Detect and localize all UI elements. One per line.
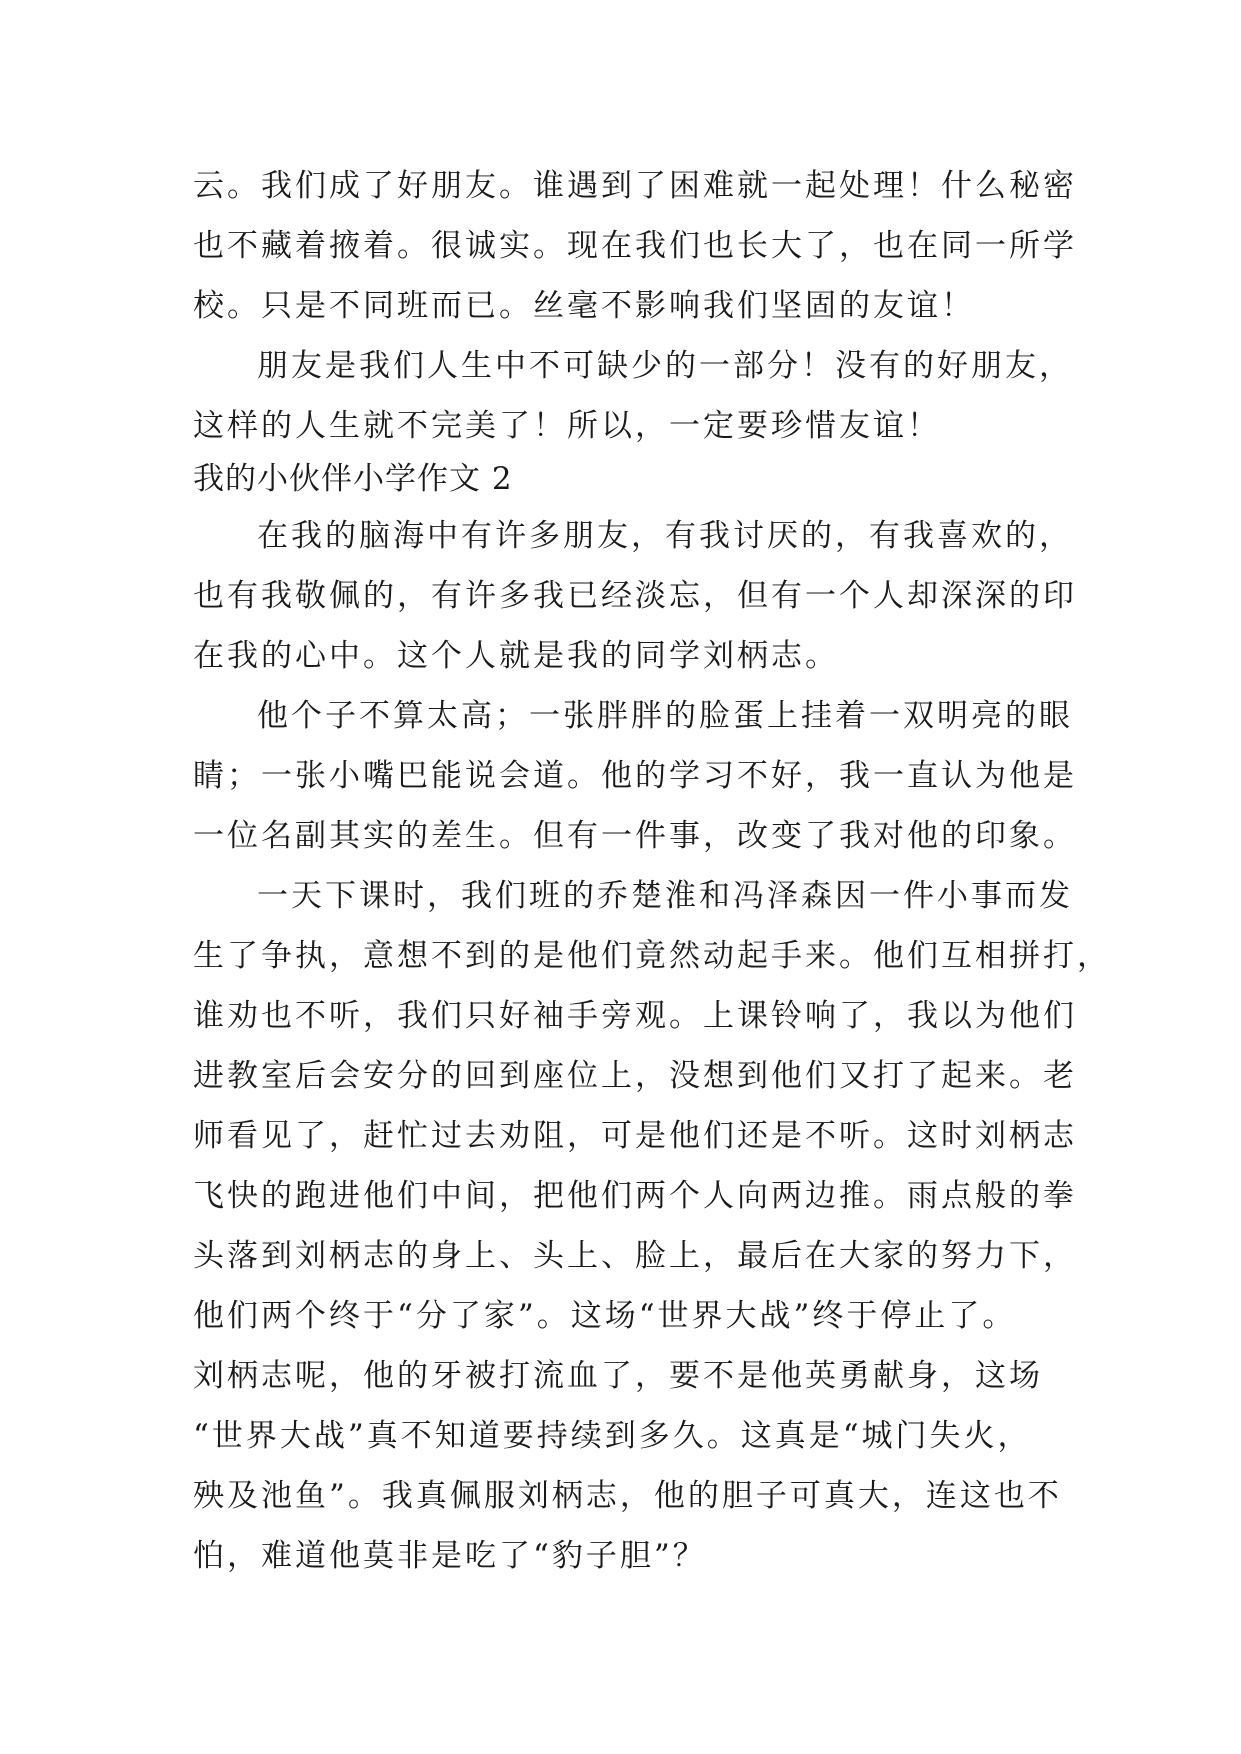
text-line: 师看见了，赶忙过去劝阻，可是他们还是不听。这时刘柄志 (193, 1118, 1077, 1154)
text-line: 也有我敬佩的，有许多我已经淡忘，但有一个人却深深的印 (193, 578, 1077, 614)
text-line: 谁劝也不听，我们只好袖手旁观。上课铃响了，我以为他们 (193, 998, 1077, 1034)
paragraph-first-line: 朋友是我们人生中不可缺少的一部分！没有的好朋友， (257, 348, 1073, 384)
section-heading: 我的小伙伴小学作文 2 (193, 461, 513, 497)
paragraph-first-line: 他个子不算太高；一张胖胖的脸蛋上挂着一双明亮的眼 (257, 698, 1073, 734)
text-line: 他们两个终于“分了家”。这场“世界大战”终于停止了。 (193, 1298, 1017, 1334)
text-line: 飞快的跑进他们中间，把他们两个人向两边推。雨点般的拳 (193, 1178, 1077, 1214)
text-line: 在我的心中。这个人就是我的同学刘柄志。 (193, 638, 839, 674)
text-line: 校。只是不同班而已。丝毫不影响我们坚固的友谊！ (193, 288, 975, 324)
text-line: 生了争执，意想不到的是他们竟然动起手来。他们互相拼打， (193, 938, 1111, 974)
text-line: 这样的人生就不完美了！所以，一定要珍惜友谊！ (193, 408, 941, 444)
text-line: “世界大战”真不知道要持续到多久。这真是“城门失火， (193, 1418, 1032, 1454)
text-line: 进教室后会安分的回到座位上，没想到他们又打了起来。老 (193, 1058, 1077, 1094)
text-line: 一位名副其实的差生。但有一件事，改变了我对他的印象。 (193, 818, 1077, 854)
text-line: 怕，难道他莫非是吃了“豹子胆”？ (193, 1538, 707, 1574)
text-line: 头落到刘柄志的身上、头上、脸上，最后在大家的努力下， (193, 1238, 1077, 1274)
text-line: 也不藏着掖着。很诚实。现在我们也长大了，也在同一所学 (193, 228, 1077, 264)
paragraph-first-line: 一天下课时，我们班的乔楚淮和冯泽森因一件小事而发 (257, 878, 1073, 914)
paragraph-first-line: 在我的脑海中有许多朋友，有我讨厌的，有我喜欢的， (257, 518, 1073, 554)
text-line: 云。我们成了好朋友。谁遇到了困难就一起处理！什么秘密 (193, 168, 1077, 204)
text-line: 睛；一张小嘴巴能说会道。他的学习不好，我一直认为他是 (193, 758, 1077, 794)
text-line: 殃及池鱼”。我真佩服刘柄志，他的胆子可真大，连这也不 (193, 1478, 1062, 1514)
text-line: 刘柄志呢，他的牙被打流血了，要不是他英勇献身，这场 (193, 1358, 1043, 1394)
